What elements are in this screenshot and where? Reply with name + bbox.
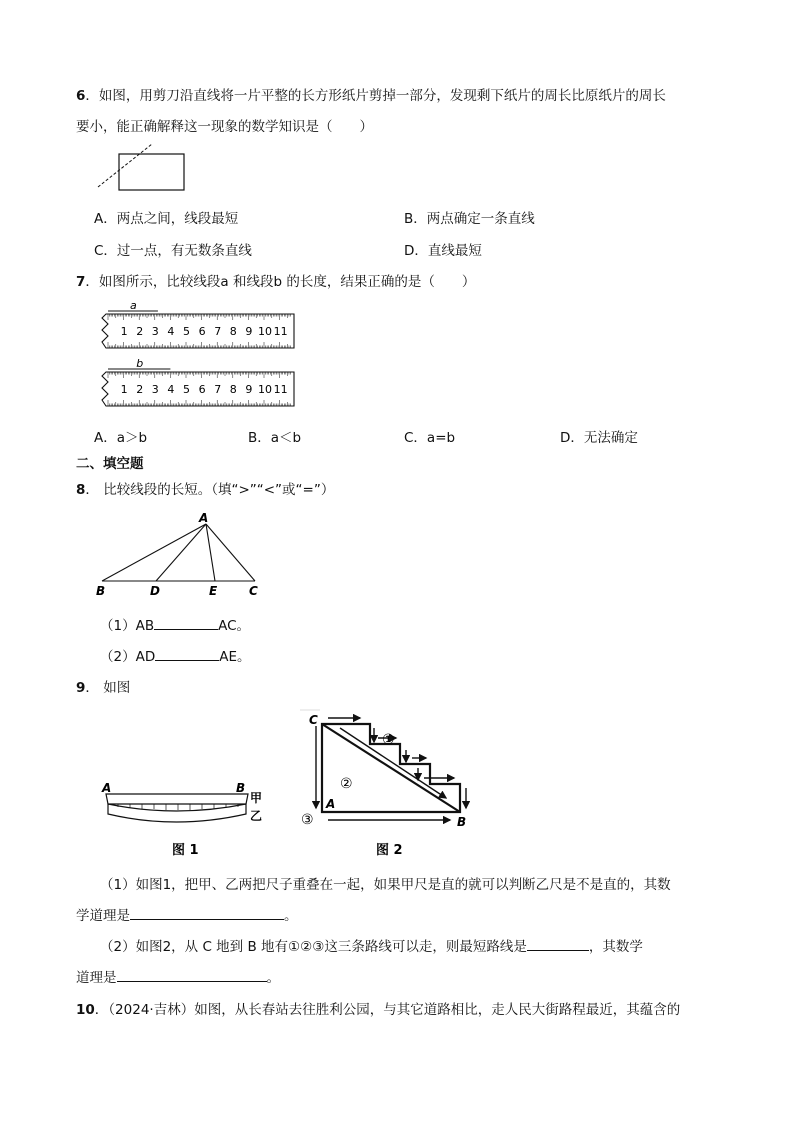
ruler-number: 7: [214, 383, 222, 396]
segment-label-b: b: [136, 357, 144, 370]
ruler-number: 3: [151, 325, 159, 338]
q8-triangle-figure: [90, 510, 270, 600]
point-b-label: B: [96, 584, 106, 598]
q9-sub2-line2-suffix: 。: [266, 970, 280, 986]
segment-ab: [102, 524, 206, 581]
fig1-label-yi: 乙: [250, 809, 263, 823]
q8-sub2-prefix: （2）AD: [100, 649, 156, 665]
ruler-jia: [106, 794, 248, 804]
q8-text: ． 比较线段的长短。（填“>”“<”或“=”）: [85, 482, 335, 498]
q6-option-d: D．直线最短: [404, 243, 482, 259]
q9-figure2: [300, 708, 480, 860]
ruler-number: 4: [167, 383, 175, 396]
q6-text-line1: ．如图，用剪刀沿直线将一片平整的长方形纸片剪掉一部分，发现剩下纸片的周长比原纸片的周长: [85, 88, 666, 104]
q6-option-a: A．两点之间，线段最短: [94, 211, 239, 227]
q8-line: [76, 478, 334, 498]
q9-line: [76, 676, 130, 696]
paper-rectangle: [119, 154, 184, 190]
q9-number: 9: [76, 680, 86, 696]
ruler-number: 9: [245, 383, 253, 396]
q8-number: 8: [76, 482, 86, 498]
ruler-number: 10: [258, 325, 272, 338]
q8-sub1-blank[interactable]: [154, 615, 218, 630]
q7-option-b: B．a＜b: [248, 430, 302, 446]
ruler-number: 5: [183, 383, 190, 396]
ruler-number: 8: [229, 325, 237, 338]
q7-ruler-figure: [96, 300, 302, 412]
q9-sub2-prefix: （2）如图2，从 C 地到 B 地有①②③这三条路线可以走，则最短路线是: [100, 939, 527, 955]
q8-sub1-suffix: AC。: [218, 618, 251, 634]
fig2-route3-label: ③: [301, 812, 314, 828]
fig2-point-a: A: [326, 797, 336, 811]
segment-ad: [156, 524, 206, 581]
q6-number: 6: [76, 88, 86, 104]
point-d-label: D: [150, 584, 160, 598]
q9-sub2-line1: [100, 935, 643, 955]
point-c-label: C: [249, 584, 258, 598]
q6-option-b: B．两点确定一条直线: [404, 211, 535, 227]
q9-sub1-line2: [76, 904, 298, 924]
point-a-label: A: [199, 511, 209, 525]
ruler-number: 2: [136, 325, 144, 338]
fig1-point-a: A: [102, 781, 112, 795]
q9-sub1-blank[interactable]: [130, 905, 284, 920]
fig2-route1-label: ①: [382, 732, 395, 748]
q8-sub2-blank[interactable]: [155, 646, 219, 661]
fig1-caption: 图 1: [172, 843, 199, 858]
q9-sub2-blank2[interactable]: [117, 967, 267, 982]
ruler-number: 10: [258, 383, 272, 396]
q9-sub1-line1: （1）如图1，把甲、乙两把尺子重叠在一起，如果甲尺是直的就可以判断乙尺是不是直的，其数: [100, 877, 671, 893]
section-title: 二、填空题: [76, 456, 144, 472]
q9-figure1: [96, 778, 276, 860]
q10-line: [76, 998, 680, 1018]
q9-sub2-line2: [76, 966, 280, 986]
q7-option-d: D．无法确定: [560, 430, 638, 446]
q9-sub2-line2-prefix: 道理是: [76, 970, 117, 986]
ruler-number: 1: [120, 325, 128, 338]
q8-sub1: [100, 614, 250, 634]
q10-text: ．（2024·吉林）如图，从长春站去往胜利公园，与其它道路相比，走人民大街路程最近，其蕴含的: [94, 1002, 681, 1018]
ruler-number: 6: [198, 383, 206, 396]
ruler-b: [102, 357, 294, 406]
ruler-number: 4: [167, 325, 175, 338]
point-e-label: E: [209, 584, 218, 598]
fig2-route2-label: ②: [340, 776, 353, 792]
ruler-number: 8: [229, 383, 237, 396]
ruler-yi: [108, 804, 246, 822]
ruler-number: 3: [151, 383, 159, 396]
q7-line: [76, 270, 475, 290]
q6-option-c: C．过一点，有无数条直线: [94, 243, 252, 259]
q10-number: 10: [76, 1002, 95, 1018]
segment-label-a: a: [129, 300, 137, 312]
fig1-label-jia: 甲: [250, 791, 263, 805]
fig2-caption: 图 2: [376, 843, 403, 858]
route1-arrows: [328, 718, 466, 808]
ruler-number: 5: [183, 325, 190, 338]
q7-text: ．如图所示，比较线段a 和线段b 的长度，结果正确的是（ ）: [85, 274, 476, 290]
q6-text-line2: 要小，能正确解释这一现象的数学知识是（ ）: [76, 119, 373, 135]
ruler-number: 2: [136, 383, 144, 396]
q8-sub1-prefix: （1）AB: [100, 618, 155, 634]
ruler-number: 11: [273, 325, 288, 338]
ruler-number: 6: [198, 325, 206, 338]
q7-option-c: C．a=b: [404, 430, 456, 446]
q9-sub1-prefix: 学道理是: [76, 908, 130, 924]
ruler-number: 9: [245, 325, 253, 338]
fig1-point-b: B: [236, 781, 246, 795]
q7-number: 7: [76, 274, 86, 290]
q9-sub1-suffix: 。: [284, 908, 298, 924]
q6-figure: [92, 142, 192, 194]
q9-sub2-blank1[interactable]: [527, 936, 589, 951]
q9-text: ． 如图: [85, 680, 131, 696]
ruler-number: 11: [273, 383, 288, 396]
q8-sub2: [100, 645, 251, 665]
fig2-point-c: C: [309, 713, 318, 727]
q6-line1: [76, 84, 666, 104]
fig2-point-b: B: [457, 815, 467, 829]
ruler-number: 7: [214, 325, 222, 338]
q7-option-a: A．a＞b: [94, 430, 148, 446]
ruler-number: 1: [120, 383, 128, 396]
q8-sub2-suffix: AE。: [219, 649, 251, 665]
cut-line: [98, 144, 152, 187]
q9-sub2-suffix: ，其数学: [588, 939, 643, 955]
ruler-a: [102, 300, 294, 348]
